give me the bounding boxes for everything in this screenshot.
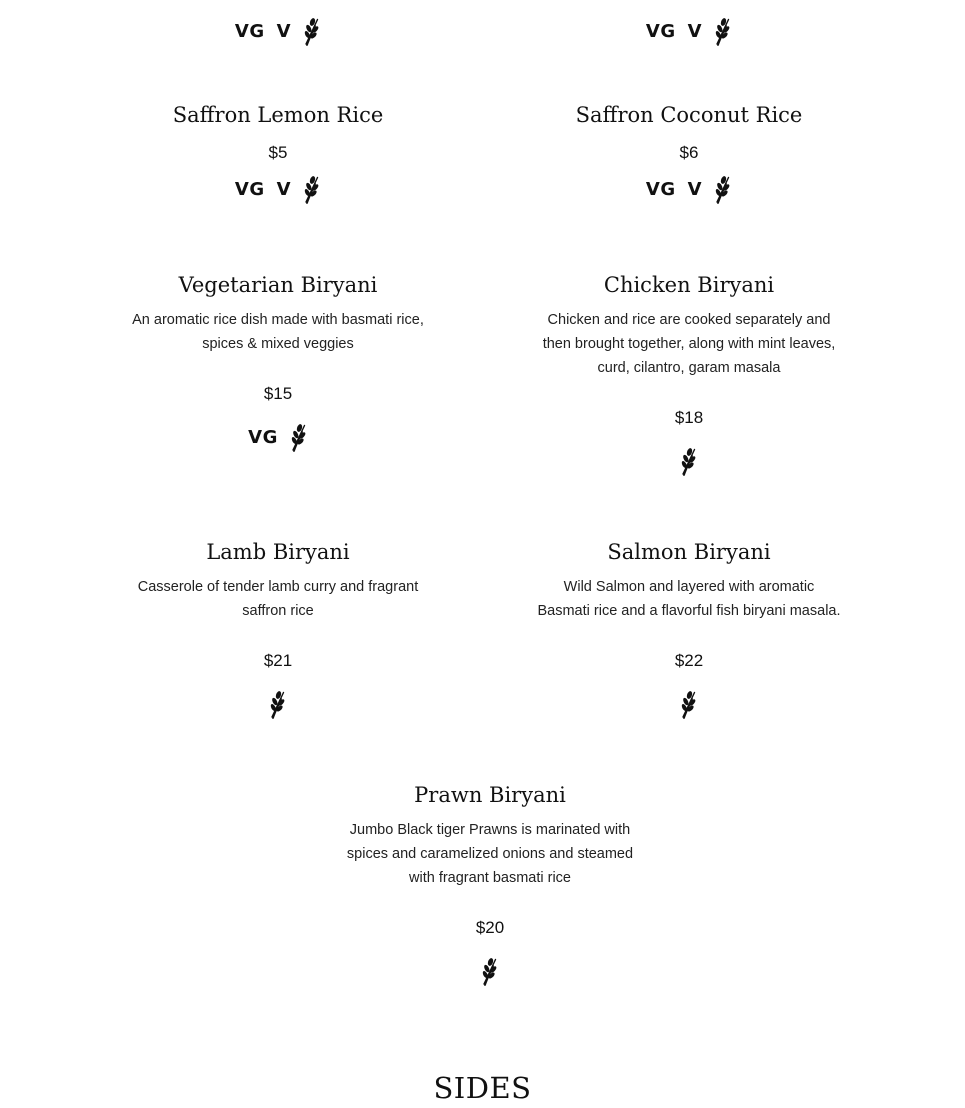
vegetarian-label: V	[687, 21, 703, 42]
gluten-free-icon	[714, 18, 732, 46]
gluten-free-icon	[714, 176, 732, 204]
menu-item-salmon-biryani	[524, 538, 854, 720]
gluten-free-icon	[290, 424, 308, 452]
vegan-label: VG	[645, 179, 676, 200]
item-description: Chicken and rice are cooked separately and then brought together, along with mint leaves, curd, cilantro, garam masala	[542, 312, 836, 376]
vegetarian-label: V	[687, 179, 703, 200]
vegan-label: VG	[234, 179, 265, 200]
menu-item-saffron-lemon-rice	[113, 101, 443, 205]
menu-item-top-left	[113, 17, 443, 47]
item-price: $5	[268, 143, 288, 162]
item-description: An aromatic rice dish made with basmati rice, spices & mixed veggies	[132, 312, 424, 352]
item-price: $15	[263, 384, 293, 403]
dietary-marks	[524, 175, 854, 205]
gluten-free-icon	[680, 448, 698, 476]
item-name: Salmon Biryani	[607, 540, 771, 564]
menu-item-chicken-biryani	[524, 271, 854, 477]
menu-item-lamb-biryani	[113, 538, 443, 720]
gluten-free-icon	[303, 176, 321, 204]
item-name: Lamb Biryani	[206, 540, 350, 564]
menu-item-top-right	[524, 17, 854, 47]
item-description: Jumbo Black tiger Prawns is marinated with spices and caramelized onions and steamed with fragrant basmati rice	[346, 822, 634, 886]
vegetarian-label: V	[276, 21, 292, 42]
item-price: $18	[674, 408, 704, 427]
dietary-marks	[524, 17, 854, 47]
dietary-marks	[113, 423, 443, 453]
item-price: $6	[679, 143, 699, 162]
menu-item-saffron-coconut-rice	[524, 101, 854, 205]
item-description: Wild Salmon and layered with aromatic Basmati rice and a flavorful fish biryani masala.	[537, 579, 841, 619]
gluten-free-icon	[481, 958, 499, 986]
section-title-sides: SIDES	[433, 1071, 532, 1105]
item-name: Saffron Coconut Rice	[575, 103, 803, 127]
item-price: $20	[475, 918, 505, 937]
dietary-marks	[113, 690, 443, 720]
vegan-label: VG	[645, 21, 676, 42]
menu-item-vegetarian-biryani	[113, 271, 443, 453]
item-name: Saffron Lemon Rice	[172, 103, 384, 127]
item-name: Prawn Biryani	[414, 783, 566, 807]
dietary-marks	[325, 957, 655, 987]
dietary-marks	[113, 175, 443, 205]
vegetarian-label: V	[276, 179, 292, 200]
dietary-marks	[524, 447, 854, 477]
menu-item-prawn-biryani	[325, 781, 655, 987]
dietary-marks	[113, 17, 443, 47]
gluten-free-icon	[269, 691, 287, 719]
vegan-label: VG	[248, 427, 278, 448]
gluten-free-icon	[303, 18, 321, 46]
vegan-label: VG	[234, 21, 265, 42]
item-name: Chicken Biryani	[603, 273, 775, 297]
item-price: $21	[263, 651, 293, 670]
item-price: $22	[674, 651, 704, 670]
item-description: Casserole of tender lamb curry and fragrant saffron rice	[137, 579, 419, 619]
item-name: Vegetarian Biryani	[178, 273, 378, 297]
gluten-free-icon	[680, 691, 698, 719]
dietary-marks	[524, 690, 854, 720]
